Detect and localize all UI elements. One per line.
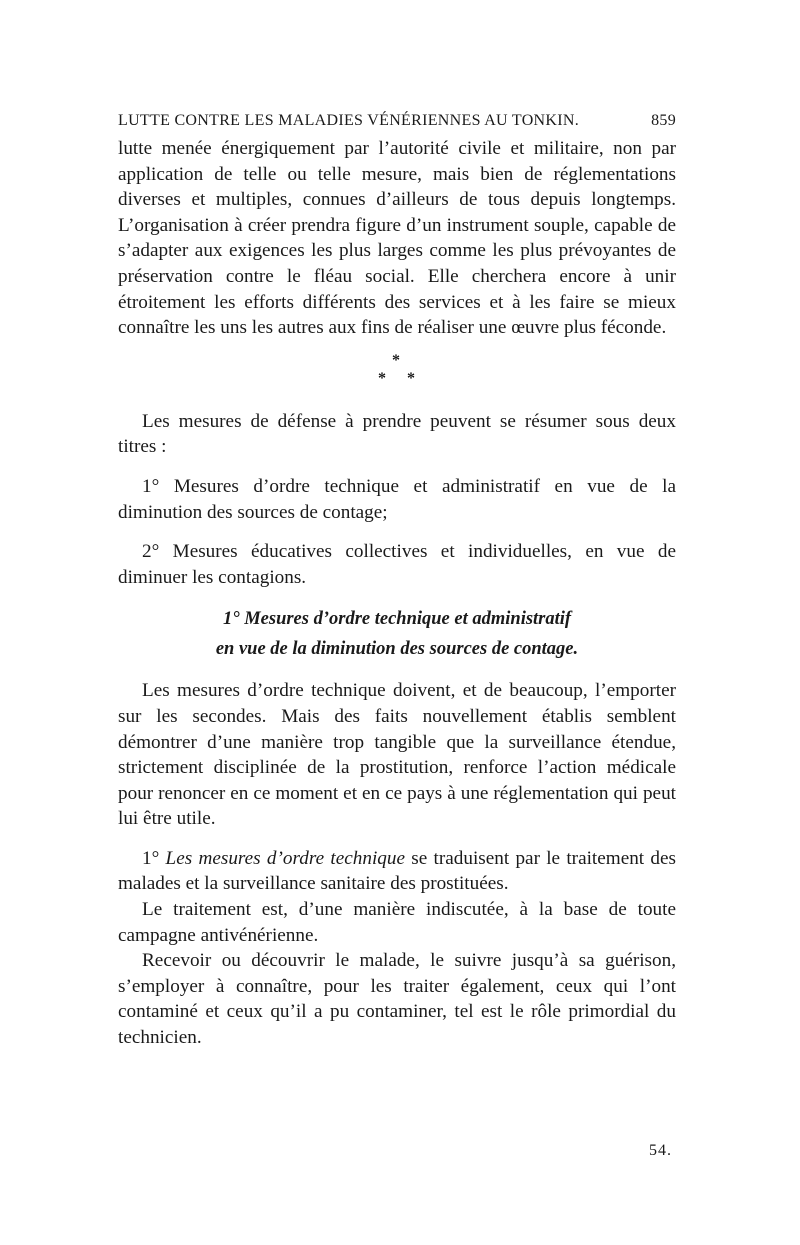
asterism [118, 349, 676, 403]
paragraph-6 [118, 846, 676, 897]
section-title [118, 604, 676, 664]
running-header [118, 112, 676, 130]
paragraph-4: 2° Mesures éducatives collectives et individuelles, en vue de diminuer les contagions. [118, 541, 676, 588]
asterism-star-right: * [407, 369, 415, 387]
document-page [118, 112, 676, 1159]
paragraph-7: Le traitement est, d’une manière indiscutée, à la base de toute campagne antivénérienne. [118, 899, 676, 946]
paragraph-6-rest: se traduisent par le traitement des malades et la surveillance sanitaire des prostituées. [118, 847, 676, 895]
paragraph-6-number: 1° [142, 847, 166, 869]
asterism-star-top: * [392, 351, 400, 369]
folio-mark: 54. [649, 1142, 672, 1159]
paragraph-3: 1° Mesures d’ordre technique et administratif en vue de la diminution des sources de contage; [118, 475, 676, 523]
running-title: LUTTE CONTRE LES MALADIES VÉNÉRIENNES AU TONKIN. [118, 112, 580, 129]
paragraph-1: lutte menée énergiquement par l’autorité civile et militaire, non par application de telle ou telle mesure, mais bien de réglementations diverses et multiples, connues d’ailleurs de tous depuis longtemps. L’organisation à créer prendra figure d’un instrument souple, capable de s’adapter aux exigences les plus larges comme les plus prévoyantes de préservation contre le fléau social. Elle cherchera encore à unir étroitement les efforts différents des services et à les faire se mieux connaître les uns les autres aux fins de réaliser une œuvre plus féconde. [118, 138, 676, 339]
paragraph-2: Les mesures de défense à prendre peuvent se résumer sous deux titres : [118, 410, 676, 458]
section-title-line-2: en vue de la diminution des sources de contage. [215, 639, 579, 660]
paragraph-6-italic: Les mesures d’ordre technique [165, 847, 405, 869]
paragraph-8: Recevoir ou découvrir le malade, le suivre jusqu’à sa guérison, s’employer à connaître, pour les traiter également, ceux qui l’ont contaminé et ceux qu’il a pu contaminer, tel est le rôle primordial du technicien. [118, 950, 676, 1049]
paragraph-5: Les mesures d’ordre technique doivent, et de beaucoup, l’emporter sur les secondes. Mais des faits nouvellement établis semblent démontrer d’une manière trop tangible que la surveillance étendue, strictement disciplinée de la prostitution, renforce l’action médicale pour renoncer en ce moment et en ce pays à une réglementation qui peut lui être utile. [118, 680, 676, 830]
page-number: 859 [651, 112, 676, 129]
section-title-line-1: 1° Mesures d’ordre technique et administratif [222, 609, 572, 630]
asterism-star-left: * [378, 369, 386, 387]
